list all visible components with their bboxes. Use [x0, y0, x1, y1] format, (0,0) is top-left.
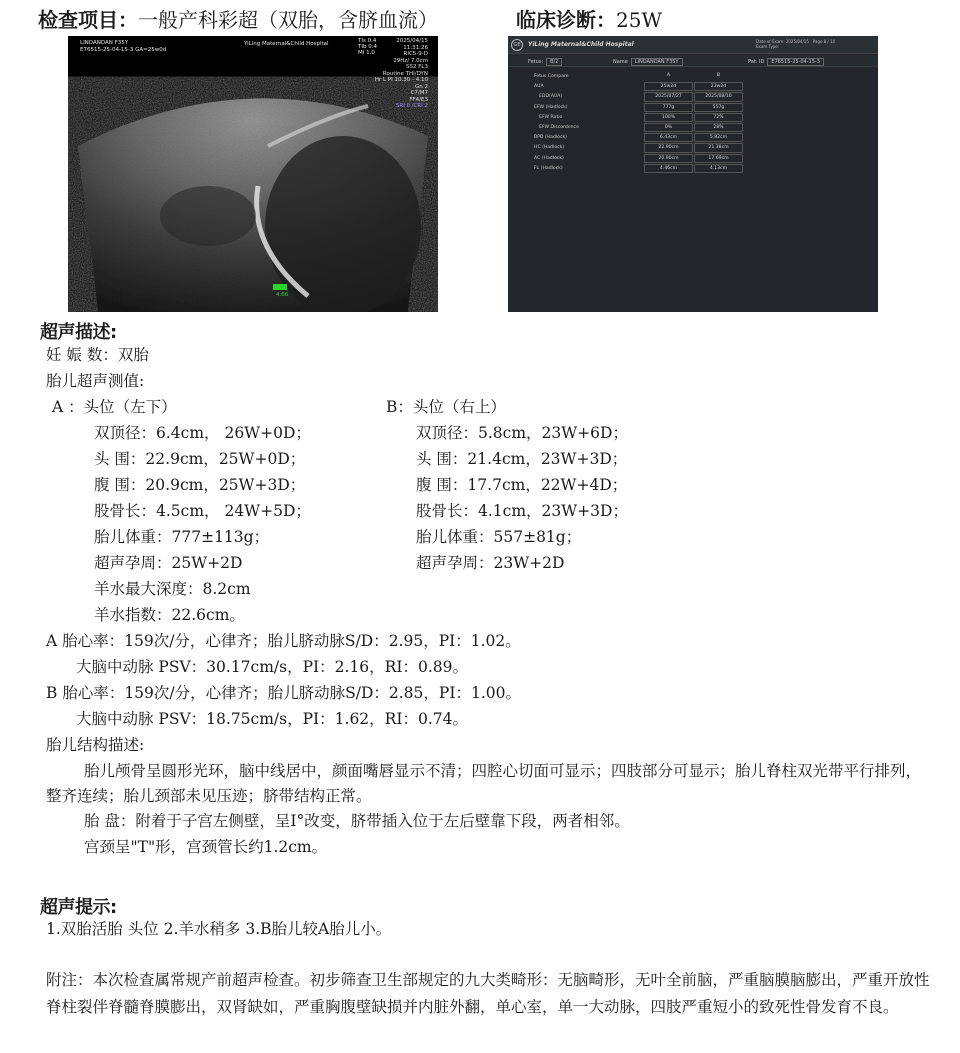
compare-row-label: AUA: [534, 84, 544, 90]
fetus-a-ga: 超声孕周：25W+2D: [94, 554, 243, 572]
fetus-a-weight: 胎儿体重：777±113g；: [94, 528, 270, 546]
us-patient: LINDANDAN F35Y: [80, 40, 129, 46]
fetus-b-ga: 超声孕周：23W+2D: [416, 554, 565, 572]
report-hospital: YiLing Maternal&Child Hospital: [528, 41, 634, 48]
report-fetus: Fetus: B/2: [528, 58, 562, 66]
us-param-2: Routine THI/DYN: [382, 70, 428, 77]
report-screen: GE YiLing Maternal&Child Hospital Date of Exam: 2025/04/15 Page 8 / 10 Exam Type: Fetus: B/2 Name LINDANDAN F35Y Pat. ID E76515-25-04-15-3 Fetus Compare A B AUA 25w2d 23w2d EDD(AUA) 2025/07/27 2025/08/10 EFW (Hadlock) 777g 557g EFW Ratio 100% 72% EFW Discordence 0% 28% BPD (Hadlock) 6.43cm 5.82cm HC (Hadlock) 22.90cm 21.38cm AC (Hadlock) 20.90cm 17.69cm FL (Hadlock) 4.46cm 4.13cm: [508, 36, 878, 312]
fetus-b-heart: B 胎心率：159次/分，心律齐；胎儿脐动脉S/D：2.85，PI：1.00。: [46, 684, 521, 702]
compare-value-b: 21.38cm: [694, 143, 743, 152]
fetus-a-position: A ：头位（左下）: [52, 398, 177, 416]
fetus-b-mca: 大脑中动脉 PSV：18.75cm/s，PI：1.62，RI：0.74。: [76, 710, 468, 728]
compare-row-label: HC (Hadlock): [534, 145, 565, 151]
compare-row-label: EFW (Hadlock): [534, 104, 568, 110]
us-mi: MI 1.0: [358, 50, 375, 56]
compare-row-label: BPD (Hadlock): [534, 135, 567, 141]
report-topbar: [508, 36, 878, 54]
fetus-a-ac: 腹 围：20.9cm，25W+3D；: [94, 476, 306, 494]
ge-logo-icon: GE: [511, 39, 523, 51]
compare-value-a: 6.43cm: [644, 133, 693, 142]
fetus-a-bpd: 双顶径：6.4cm， 26W+0D；: [94, 424, 311, 442]
report-patient-bar: [508, 55, 878, 67]
clinical-diagnosis: [516, 4, 662, 34]
compare-value-b: 2025/08/10: [694, 92, 743, 101]
compare-value-b: 5.82cm: [694, 133, 743, 142]
ultrasound-image: [68, 36, 438, 312]
report-name: Name LINDANDAN F35Y: [613, 58, 683, 66]
compare-value-a: 4.46cm: [644, 164, 693, 173]
fetus-a-hc: 头 围：22.9cm，25W+0D；: [94, 450, 306, 468]
compare-value-a: 2025/07/27: [644, 92, 693, 101]
us-param-4: Gn 2: [415, 83, 428, 90]
us-scale: 4.66: [276, 292, 289, 298]
us-probe: RIC5-9-D: [403, 51, 428, 57]
compare-value-a: 25w2d: [644, 82, 693, 91]
compare-row-label: AC (Hadlock): [534, 155, 564, 161]
us-param-7: SRI II /CRI 2: [395, 103, 428, 109]
structure-text: 胎儿颅骨呈圆形光环，脑中线居中，颜面嘴唇显示不清；四腔心切面可显示；四肢部分可显示；胎儿脊柱双光带平行排列，整齐连续；胎儿颈部未见压迹；脐带结构正常。: [46, 762, 922, 805]
compare-value-a: 0%: [644, 123, 693, 132]
us-param-3: Hr L PI 10.30 - 4.10: [374, 77, 428, 83]
fetus-b-ac: 腹 围：17.7cm，22W+4D；: [416, 476, 628, 494]
us-date: 2025/04/15: [396, 38, 428, 44]
fetus-a-fl: 股骨长：4.5cm， 24W+5D；: [94, 502, 311, 520]
compare-row-label: EFW Ratio: [539, 114, 563, 120]
amniotic-index: 羊水指数：22.6cm。: [94, 606, 245, 624]
fetus-b-hc: 头 围：21.4cm，23W+3D；: [416, 450, 628, 468]
fetus-b-weight: 胎儿体重：557±81g；: [416, 528, 582, 546]
measure-title: 胎儿超声测值:: [46, 372, 145, 390]
us-desc-title: 超声描述:: [40, 322, 117, 343]
us-hint-text: 1.双胎活胎 头位 2.羊水稍多 3.B胎儿较A胎儿小。: [46, 920, 392, 938]
compare-value-a: 777g: [644, 103, 693, 112]
fetus-b-position: B：头位（右上）: [386, 398, 506, 416]
compare-row-label: EDD(AUA): [539, 94, 563, 100]
fetus-a-heart: A 胎心率：159次/分，心律齐；胎儿脐动脉S/D：2.95，PI：1.02。: [46, 632, 521, 650]
us-hint-title: 超声提示:: [40, 897, 117, 918]
compare-value-b: 557g: [694, 103, 743, 112]
exam-item: [38, 4, 438, 34]
clinical-diagnosis-value: 25W: [616, 8, 663, 32]
us-param-1: SS2 FL3: [406, 64, 428, 70]
compare-value-b: 28%: [694, 123, 743, 132]
us-param-6: FF4/E3: [409, 96, 428, 103]
report-date: Date of Exam: 2025/04/15 Page 8 / 10 Exam Type:: [756, 39, 836, 49]
amniotic-max-depth: 羊水最大深度：8.2cm: [94, 580, 251, 598]
structure-title: 胎儿结构描述:: [46, 736, 145, 754]
us-id-line: E76515-25-04-15-3 GA=25w0d: [80, 47, 167, 53]
compare-value-b: 72%: [694, 113, 743, 122]
compare-value-a: 100%: [644, 113, 693, 122]
compare-value-b: 23w2d: [694, 82, 743, 91]
pregnancy-count: 妊 娠 数：双胎: [46, 346, 149, 364]
placenta-text: 胎 盘：附着于子宫左侧壁，呈Ⅰ°改变，脐带插入位于左后壁靠下段，两者相邻。: [84, 812, 630, 830]
compare-row-label: FL (Hadlock): [534, 165, 563, 171]
clinical-diagnosis-label: 临床诊断：: [516, 8, 616, 32]
cervix-text: 宫颈呈"T"形，宫颈管长约1.2cm。: [84, 838, 328, 856]
compare-row-label: EFW Discordence: [539, 124, 579, 130]
note-text: 附注：本次检查属常规产前超声检查。初步筛查卫生部规定的九大类畸形：无脑畸形，无叶全前脑，严重脑膜脑膨出，严重开放性脊柱裂伴脊髓脊膜膨出，双肾缺如，严重胸腹壁缺损并内脏外翻，单心室，单一大动脉，四肢严重短小的致死性骨发育不良。: [46, 971, 930, 1016]
us-tib: TIb 0.4: [358, 44, 377, 50]
us-hospital: YiLing Maternal&Child Hospital: [244, 41, 329, 47]
compare-value-a: 20.90cm: [644, 154, 693, 163]
us-tis: TIs 0.4: [358, 38, 377, 44]
exam-item-value: 一般产科彩超（双胎，含脐血流）: [138, 8, 438, 32]
compare-value-a: 22.90cm: [644, 143, 693, 152]
report-pid: Pat. ID E76515-25-04-15-3: [748, 58, 824, 66]
exam-item-label: 检查项目：: [38, 8, 138, 32]
compare-value-b: 17.69cm: [694, 154, 743, 163]
us-time: 11:31:26: [403, 44, 428, 51]
us-param-5: C7/M7: [410, 90, 428, 96]
us-params: [375, 38, 428, 110]
us-freq: 29Hz/ 7.0cm: [393, 57, 428, 64]
compare-value-b: 4.13cm: [694, 164, 743, 173]
fetus-b-fl: 股骨长：4.1cm，23W+3D；: [416, 502, 628, 520]
fetus-b-bpd: 双顶径：5.8cm，23W+6D；: [416, 424, 628, 442]
fetus-a-mca: 大脑中动脉 PSV：30.17cm/s，PI：2.16，RI：0.89。: [76, 658, 468, 676]
